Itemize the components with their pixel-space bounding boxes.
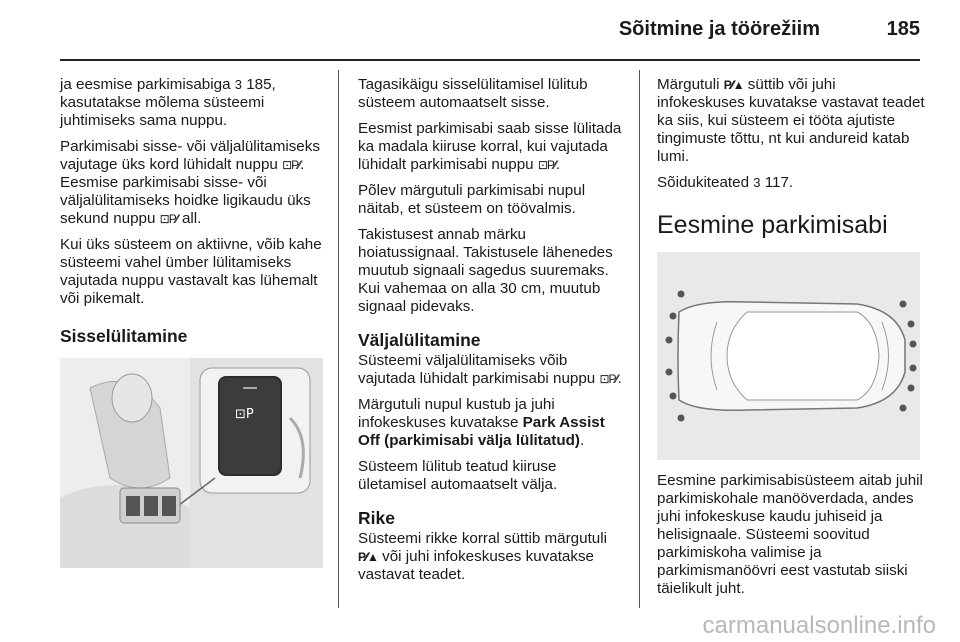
park-assist-button-icon: ⊡P⁄⁄: [282, 158, 301, 172]
paragraph: Süsteem lülitub teatud kiiruse ületamisel automaatselt välja.: [358, 458, 558, 493]
paragraph: Süsteemi rikke korral süttib märgutuli P⁄⁄▲ või juhi infokeskuses kuvatakse vastavat teadet.: [358, 530, 607, 583]
paragraph: Põlev märgutuli parkimisabi nupul näitab, et süsteem on töövalmis.: [358, 182, 586, 217]
column-3: [657, 76, 927, 606]
park-assist-button-icon: ⊡P⁄⁄: [537, 158, 556, 172]
park-assist-button-icon: ⊡P⁄⁄: [599, 372, 618, 386]
svg-text:⊡P: ⊡P: [235, 407, 254, 422]
park-assist-button-icon: ⊡P⁄⁄: [159, 212, 178, 226]
paragraph: Tagasikäigu sisselülitamisel lülitub süsteem automaatselt sisse.: [358, 76, 588, 111]
section-heading: Rike: [358, 508, 395, 528]
paragraph: Takistusest annab märku hoiatussignaal. Takistusele lähenedes muutub signaali sagedus suuremaks. Kui vahemaa on alla 30 cm, muutub signaal pidevaks.: [358, 226, 613, 315]
paragraph: Kui üks süsteem on aktiivne, võib kahe süsteemi vahel ümber lülitamiseks vajutada nuppu vastavalt kas lühemalt või pikemalt.: [60, 236, 322, 307]
column-divider-1: [338, 70, 339, 608]
watermark: carmanualsonline.info: [702, 612, 936, 639]
car-sensor-illustration: [657, 252, 920, 460]
column-1: [60, 76, 330, 568]
paragraph: Märgutuli P⁄⁄▲ süttib või juhi infokeskuses kuvatakse vastavat teadet ka siis, kui süsteem ei tööta ajutiste tingimuste tõttu, nt kui andureid katab lumi.: [657, 76, 925, 165]
paragraph: Sõidukiteated 3 117.: [657, 174, 794, 191]
section-heading: Väljalülitamine: [358, 330, 481, 350]
page-number: 185: [886, 18, 920, 40]
paragraph: Eesmist parkimisabi saab sisse lülitada ka madala kiiruse korral, kui vajutada lühidalt parkimisabi nuppu ⊡P⁄⁄.: [358, 120, 622, 173]
paragraph: ja eesmise parkimisabiga 3 185, kasutatakse mõlema süsteemi juhtimiseks sama nuppu.: [60, 76, 276, 129]
console-illustration: [60, 358, 323, 568]
paragraph: Parkimisabi sisse- või väljalülitamiseks vajutage üks kord lühidalt nuppu ⊡P⁄⁄. Eesmise parkimisabi sisse- või väljalülitamiseks hoidke ligikaudu üks sekund nuppu ⊡P⁄⁄ all.: [60, 138, 320, 227]
column-divider-2: [639, 70, 640, 608]
park-warning-icon: P⁄⁄▲: [723, 78, 744, 92]
park-warning-icon: P⁄⁄▲: [358, 550, 378, 564]
header-rule: [60, 59, 920, 61]
ref-arrow-icon: 3: [753, 175, 761, 190]
page-title: Sõitmine ja töörežiim: [618, 18, 820, 40]
paragraph: Eesmine parkimisabisüsteem aitab juhil parkimiskohale manööverdada, andes juhi infokeskuse kaudu juhiseid ja helisignaale. Süsteemi soovitud parkimiskoha valimise ja parkimismanöövri eest vastutab siiski täielikult juht.: [657, 472, 923, 597]
paragraph: Süsteemi väljalülitamiseks võib vajutada lühidalt parkimisabi nuppu ⊡P⁄⁄.: [358, 352, 622, 387]
column-2: [358, 76, 628, 592]
section-heading: Sisselülitamine: [60, 326, 188, 346]
ref-arrow-icon: 3: [234, 77, 242, 92]
page-header: [0, 0, 960, 50]
paragraph: Märgutuli nupul kustub ja juhi infokeskuses kuvatakse Park Assist Off (parkimisabi välja lülitatud).: [358, 396, 605, 449]
section-heading: Eesmine parkimisabi: [657, 211, 888, 239]
